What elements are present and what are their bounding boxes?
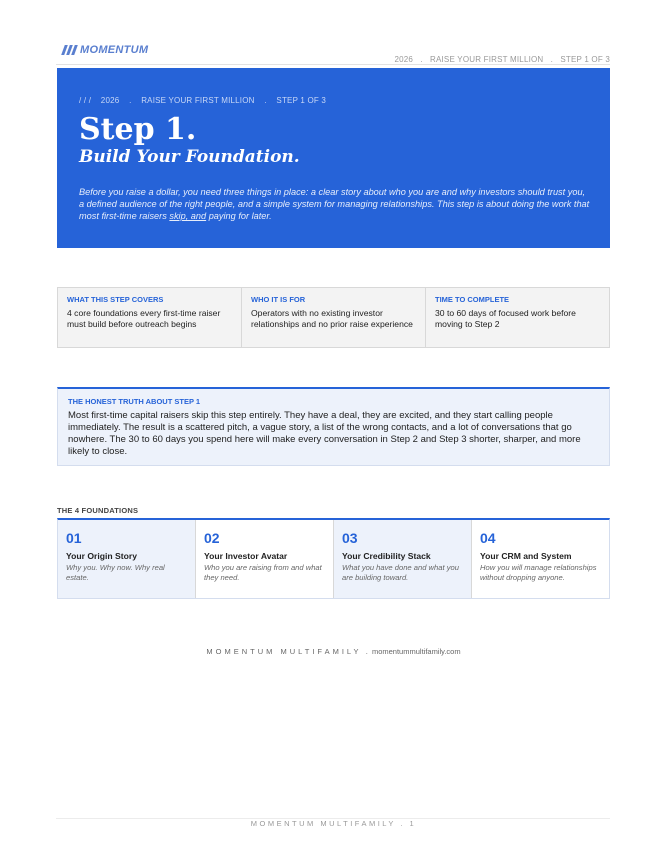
footer-website-link[interactable]: momentummultifamily.com <box>371 647 461 656</box>
foundation-title: Your Investor Avatar <box>204 551 288 561</box>
foundation-card <box>472 520 609 598</box>
hero-banner <box>57 68 610 248</box>
foundation-card <box>58 520 196 598</box>
info-heading: TIME TO COMPLETE <box>435 295 510 304</box>
info-heading: WHO IT IS FOR <box>251 295 306 304</box>
hero-intro-end: paying for later. <box>206 211 272 221</box>
step-title: Step 1. <box>79 112 197 147</box>
foundation-description: What you have done and what you are building toward. <box>342 563 459 582</box>
info-heading: WHAT THIS STEP COVERS <box>67 295 164 304</box>
callout-heading: THE HONEST TRUTH ABOUT STEP 1 <box>68 397 201 406</box>
info-text: Operators with no existing investor relationships and no prior raise experience <box>251 308 413 329</box>
info-time <box>426 288 609 347</box>
info-text: 4 core foundations every first-time raiser must build before outreach begins <box>67 308 221 329</box>
footer-brand: MOMENTUM MULTIFAMILY <box>206 647 362 656</box>
info-audience <box>242 288 426 347</box>
foundation-number: 04 <box>480 530 496 546</box>
foundation-card <box>334 520 472 598</box>
header-breadcrumb: 2026 . RAISE YOUR FIRST MILLION . STEP 1 OF 3 <box>394 55 610 64</box>
foundation-card <box>196 520 334 598</box>
footer-brand-line <box>0 647 667 656</box>
logo-text: MOMENTUM <box>80 44 149 56</box>
foundation-description: Why you. Why now. Why real estate. <box>66 563 165 582</box>
foundation-description: Who you are raising from and what they need. <box>204 563 322 582</box>
foundations-heading: THE 4 FOUNDATIONS <box>57 506 139 515</box>
foundation-number: 02 <box>204 530 220 546</box>
page-footer: MOMENTUM MULTIFAMILY . 1 <box>250 819 417 828</box>
hero-intro <box>79 186 591 222</box>
foundation-title: Your Credibility Stack <box>342 551 431 561</box>
foundation-description: How you will manage relationships without dropping anyone. <box>480 563 597 582</box>
callout-text: Most first-time capital raisers skip this step entirely. They have a deal, they are excited, and they start calling people immediately. The result is a scattered pitch, a vague story, a list of the wrong contacts, and a lot of conversations that go nowhere. The 30 to 60 days you spend here will make every conversation in Step 2 and Step 3 shorter, sharper, and more likely to close. <box>68 410 581 457</box>
info-text: 30 to 60 days of focused work before moving to Step 2 <box>435 308 576 329</box>
step-subtitle: Build Your Foundation. <box>79 147 300 167</box>
foundation-title: Your CRM and System <box>480 551 572 561</box>
footer-separator: . <box>365 647 368 656</box>
honest-truth-callout <box>57 387 610 466</box>
hero-intro-text: Before you raise a dollar, you need three things in place: a clear story about who you are and why investors should trust you, a defined audience of the right people, and a simple system for managing relationships. This step is about doing the work that most first-time raisers <box>79 187 590 221</box>
foundation-number: 03 <box>342 530 358 546</box>
foundations-grid <box>57 518 610 599</box>
hero-breadcrumb: / / / 2026 . RAISE YOUR FIRST MILLION . STEP 1 OF 3 <box>79 96 327 105</box>
foundation-title: Your Origin Story <box>66 551 137 561</box>
hero-intro-underlined: skip, and <box>169 211 207 221</box>
step-info-table <box>57 287 610 348</box>
foundation-number: 01 <box>66 530 82 546</box>
info-covers <box>58 288 242 347</box>
